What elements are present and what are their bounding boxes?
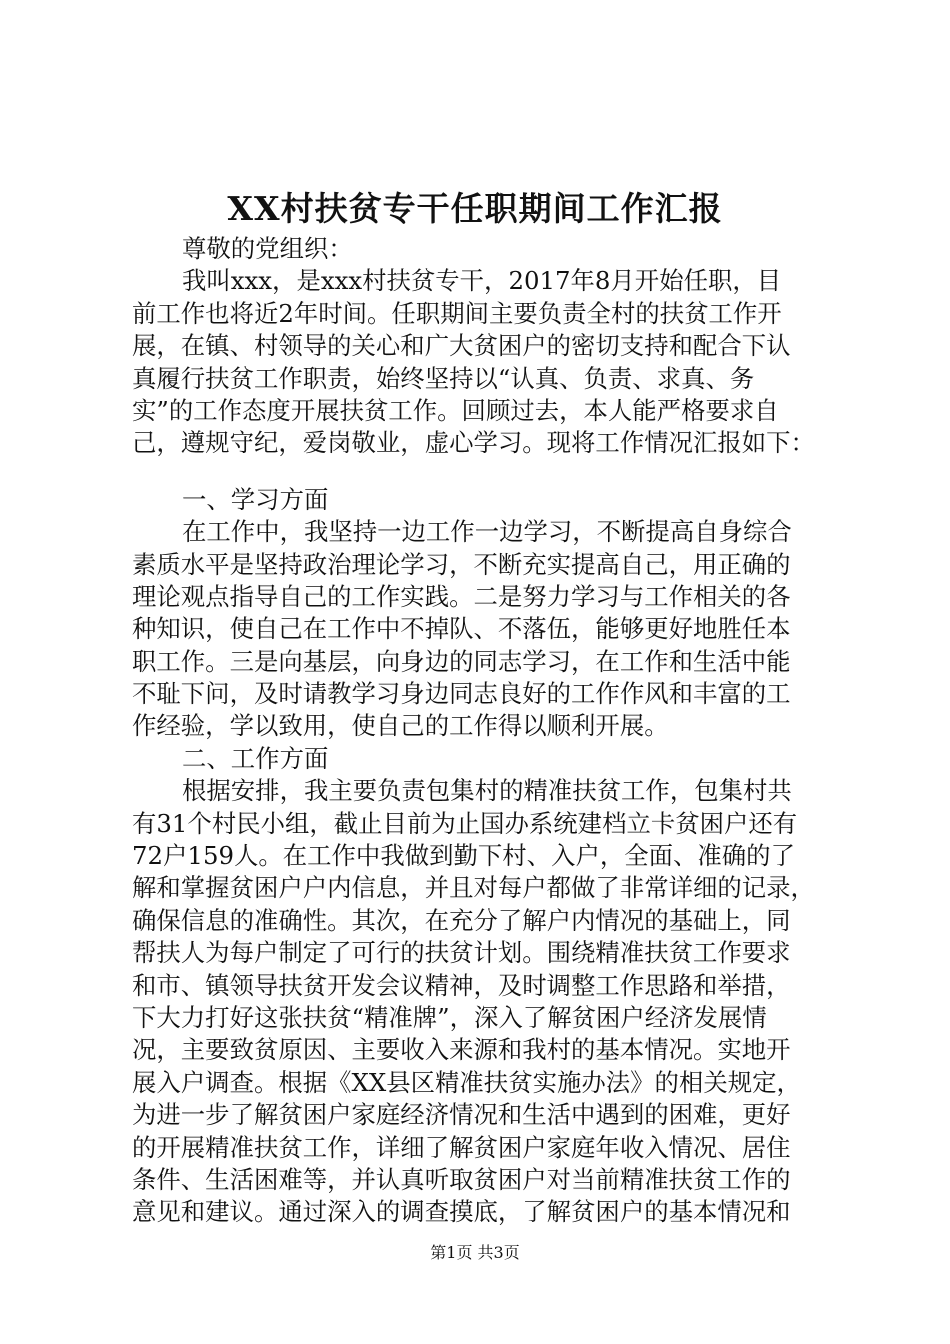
paragraph-line: 和市、镇领导扶贫开发会议精神，及时调整工作思路和举措， [132,970,791,1000]
paragraph-line: 解和掌握贫困户户内信息，并且对每户都做了非常详细的记录， [132,873,815,903]
paragraph-line: 条件、生活困难等，并认真听取贫困户对当前精准扶贫工作的 [132,1164,791,1194]
paragraph-gap [132,460,832,484]
section-heading-study: 一、学习方面 [182,484,329,514]
paragraph-line: 在工作中，我坚持一边工作一边学习，不断提高自身综合 [182,517,792,547]
section-heading-work: 二、工作方面 [182,743,329,773]
paragraph-line: 职工作。三是向基层，向身边的同志学习，在工作和生活中能 [132,646,791,676]
paragraph-line: 理论观点指导自己的工作实践。二是努力学习与工作相关的各 [132,581,791,611]
paragraph-line: 真履行扶贫工作职责，始终坚持以“认真、负责、求真、务 [132,363,755,393]
paragraph-line: 素质水平是坚持政治理论学习，不断充实提高自己，用正确的 [132,549,791,579]
paragraph-line: 展入户调查。根据《XX县区精准扶贫实施办法》的相关规定， [132,1067,801,1097]
paragraph-line: 72户159人。在工作中我做到勤下村、入户，全面、准确的了 [132,841,795,871]
paragraph-line: 况，主要致贫原因、主要收入来源和我村的基本情况。实地开 [132,1035,791,1065]
salutation: 尊敬的党组织： [182,234,353,263]
paragraph-line: 不耻下问，及时请教学习身边同志良好的工作作风和丰富的工 [132,679,791,709]
paragraph-line: 为进一步了解贫困户家庭经济情况和生活中遇到的困难，更好 [132,1100,791,1130]
paragraph-line: 我叫xxx，是xxx村扶贫专干，2017年8月开始任职，目 [182,266,782,296]
paragraph-line: 展，在镇、村领导的关心和广大贫困户的密切支持和配合下认 [132,331,791,361]
document-title: XX村扶贫专干任职期间工作汇报 [227,189,723,228]
paragraph-line: 意见和建议。通过深入的调查摸底，了解贫困户的基本情况和 [132,1197,791,1227]
paragraph-line: 有31个村民小组，截止目前为止国办系统建档立卡贫困户还有 [132,808,798,838]
paragraph-line: 种知识，使自己在工作中不掉队、不落伍，能够更好地胜任本 [132,614,791,644]
document-body [132,233,832,1229]
paragraph-line: 下大力打好这张扶贫“精准牌”，深入了解贫困户经济发展情 [132,1002,767,1032]
page-number-footer: 第1页 共3页 [430,1243,520,1262]
paragraph-line: 己，遵规守纪，爱岗敬业，虚心学习。现将工作情况汇报如下： [132,428,815,458]
paragraph-line: 根据安排，我主要负责包集村的精准扶贫工作，包集村共 [182,776,792,806]
paragraph-line: 实”的工作态度开展扶贫工作。回顾过去，本人能严格要求自 [132,395,779,425]
paragraph-line: 帮扶人为每户制定了可行的扶贫计划。围绕精准扶贫工作要求 [132,938,791,968]
paragraph-line: 作经验，学以致用，使自己的工作得以顺利开展。 [132,711,669,741]
paragraph-line: 前工作也将近2年时间。任职期间主要负责全村的扶贫工作开 [132,298,782,328]
paragraph-line: 确保信息的准确性。其次，在充分了解户内情况的基础上，同 [132,905,791,935]
paragraph-line: 的开展精准扶贫工作，详细了解贫困户家庭年收入情况、居住 [132,1132,791,1162]
